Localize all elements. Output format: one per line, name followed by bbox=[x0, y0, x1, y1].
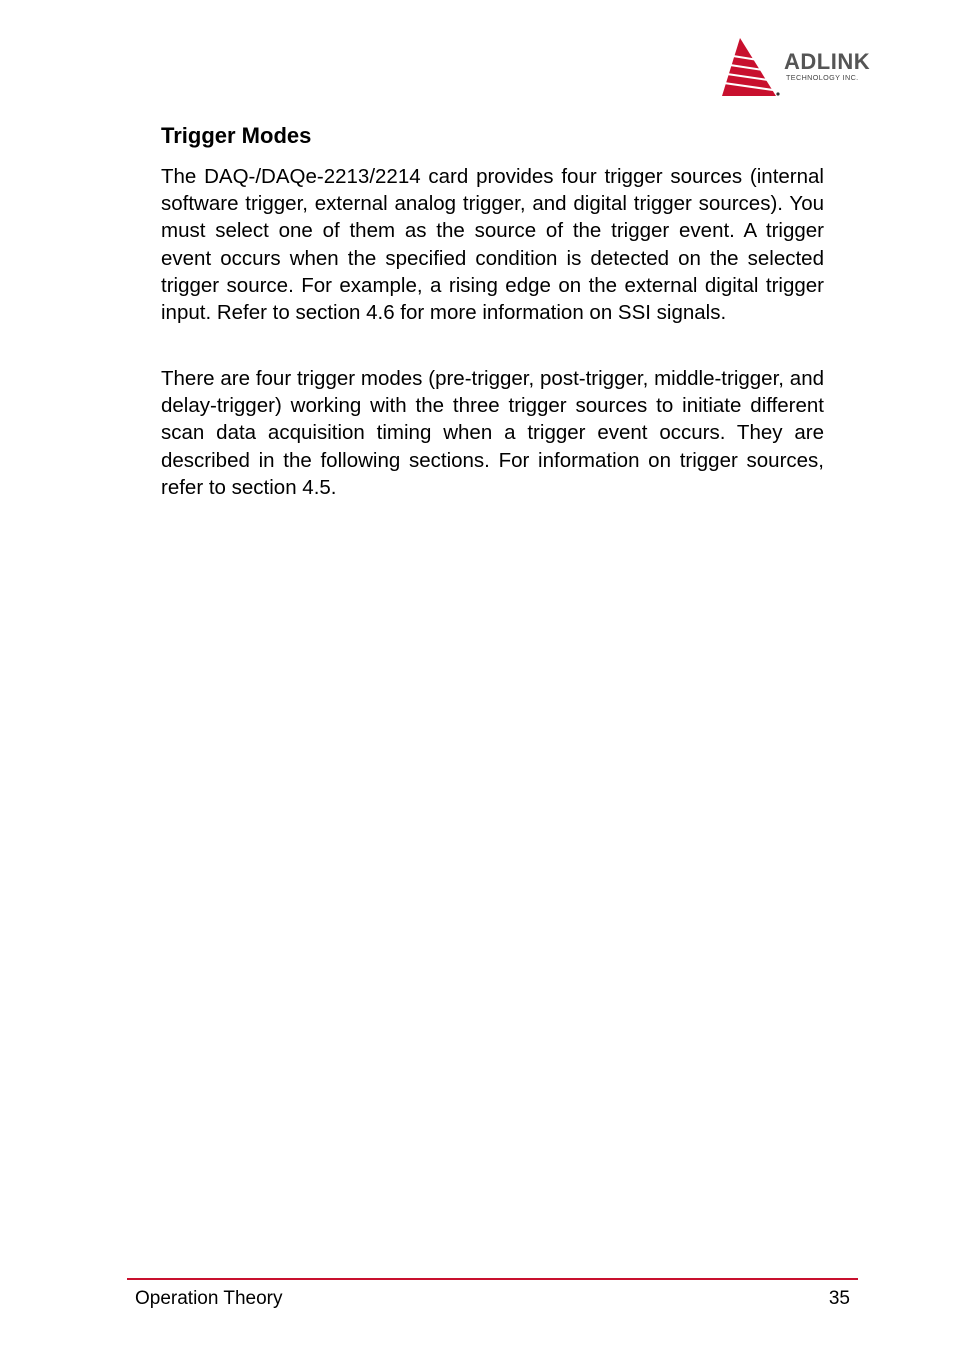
adlink-logo-graphic bbox=[718, 36, 918, 98]
paragraph-trigger-sources: The DAQ-/DAQe-2213/2214 card provides four trigger sources (internal software trigger, external analog trigger, and digital trigger sources). You must select one of them as the source of the trigger event. A trigger event occurs when the specified condition is detected on the selected trigger source. For example, a rising edge on the external digital trigger input. Refer to section 4.6 for more information on SSI signals. bbox=[161, 165, 824, 325]
adlink-logo bbox=[718, 36, 918, 98]
section-title: Trigger Modes bbox=[161, 123, 312, 148]
page-number: 35 bbox=[828, 1288, 850, 1309]
footer-divider bbox=[127, 1278, 858, 1280]
footer-chapter-title: Operation Theory bbox=[135, 1288, 283, 1309]
paragraph-trigger-modes: There are four trigger modes (pre-trigger, post-trigger, middle-trigger, and delay-trigger) working with the three trigger sources to initiate different scan data acquisition timing when a trigger event occurs. They are described in the following sections. For information on trigger sources, refer to section 4.5. bbox=[161, 367, 824, 499]
logo-wordmark: ADLINK bbox=[784, 49, 871, 74]
logo-subtext: TECHNOLOGY INC. bbox=[786, 73, 859, 82]
